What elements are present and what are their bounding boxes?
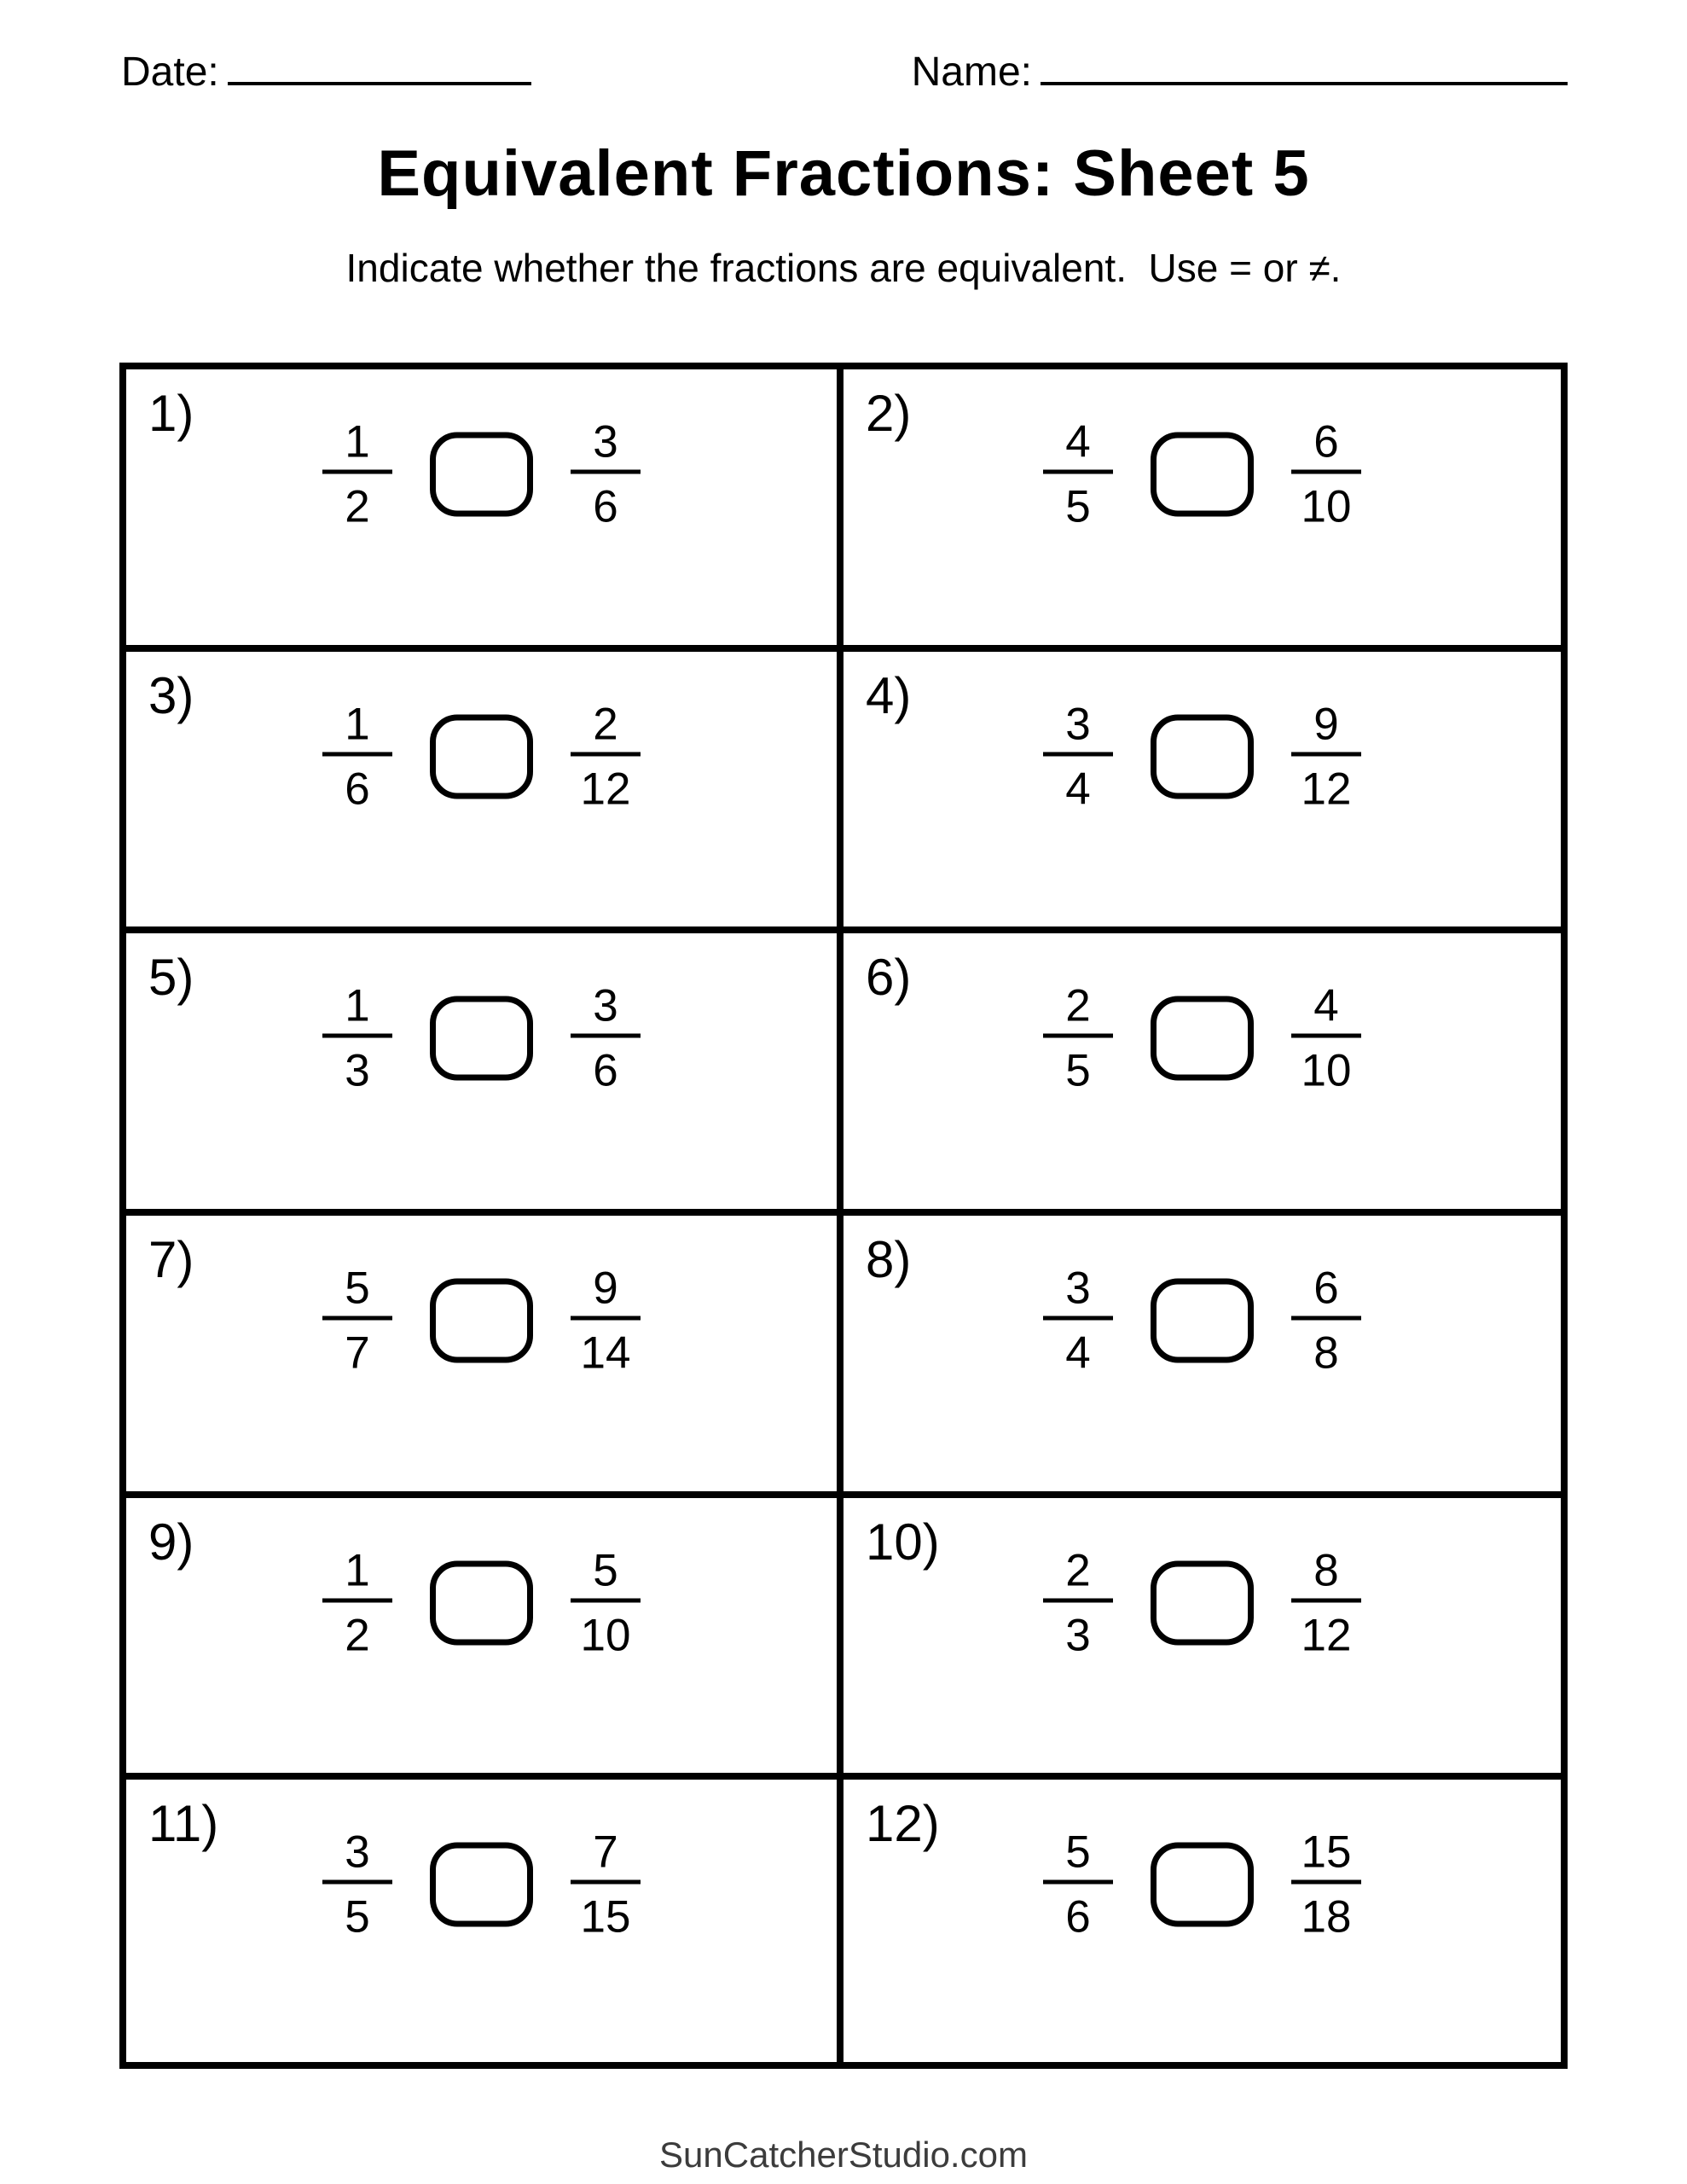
- left-fraction-numerator: 5: [322, 1265, 392, 1320]
- right-fraction: [1291, 416, 1361, 532]
- problem-number: 6): [866, 949, 912, 1007]
- left-fraction-numerator: 1: [322, 701, 392, 756]
- problem-row: [844, 1827, 1561, 1943]
- right-fraction-numerator: 3: [571, 420, 641, 474]
- page-title: Equivalent Fractions: Sheet 5: [377, 137, 1310, 210]
- date-field-group: [121, 38, 531, 96]
- right-fraction-denominator: 18: [1301, 1891, 1352, 1943]
- right-fraction-numerator: 4: [1291, 984, 1361, 1038]
- left-fraction-denominator: 7: [345, 1327, 370, 1379]
- right-fraction-denominator: 12: [1301, 1610, 1352, 1661]
- header-row: [121, 38, 1568, 96]
- problem-number: 4): [866, 666, 912, 724]
- problem-cell: [844, 1216, 1561, 1498]
- left-fraction: [322, 416, 392, 532]
- left-fraction-denominator: 2: [345, 481, 370, 532]
- right-fraction: [1291, 1827, 1361, 1943]
- right-fraction-denominator: 12: [580, 764, 631, 815]
- left-fraction-denominator: 4: [1065, 764, 1091, 815]
- problem-number: 2): [866, 385, 912, 442]
- answer-box[interactable]: [430, 1560, 533, 1645]
- right-fraction-denominator: 10: [580, 1610, 631, 1661]
- right-fraction-numerator: 15: [1291, 1830, 1361, 1885]
- problem-row: [844, 416, 1561, 532]
- answer-box[interactable]: [430, 1278, 533, 1362]
- left-fraction: [1043, 416, 1113, 532]
- right-fraction-denominator: 10: [1301, 481, 1352, 532]
- left-fraction-denominator: 5: [345, 1891, 370, 1943]
- left-fraction-denominator: 5: [1065, 481, 1091, 532]
- problem-number: 12): [866, 1795, 940, 1853]
- left-fraction-denominator: 6: [1065, 1891, 1091, 1943]
- answer-box[interactable]: [1151, 433, 1254, 517]
- problem-cell: [126, 1780, 844, 2062]
- right-fraction-denominator: 8: [1313, 1327, 1339, 1379]
- right-fraction-denominator: 12: [1301, 764, 1352, 815]
- right-fraction: [571, 1827, 641, 1943]
- problem-number: 5): [148, 949, 194, 1007]
- problem-cell: [126, 933, 844, 1216]
- problem-row: [126, 699, 837, 815]
- right-fraction: [1291, 1545, 1361, 1661]
- right-fraction-numerator: 6: [1291, 1265, 1361, 1320]
- right-fraction-numerator: 3: [571, 984, 641, 1038]
- problems-grid: [119, 363, 1568, 2069]
- answer-box[interactable]: [1151, 1843, 1254, 1927]
- problem-row: [126, 1827, 837, 1943]
- left-fraction-denominator: 4: [1065, 1327, 1091, 1379]
- left-fraction: [322, 1827, 392, 1943]
- right-fraction-denominator: 14: [580, 1327, 631, 1379]
- right-fraction: [571, 1545, 641, 1661]
- left-fraction: [1043, 1827, 1113, 1943]
- left-fraction: [1043, 980, 1113, 1096]
- left-fraction-denominator: 5: [1065, 1045, 1091, 1096]
- left-fraction: [1043, 1545, 1113, 1661]
- right-fraction: [571, 1263, 641, 1379]
- left-fraction-numerator: 3: [1043, 701, 1113, 756]
- left-fraction: [322, 1263, 392, 1379]
- left-fraction-numerator: 1: [322, 420, 392, 474]
- instructions-text: Indicate whether the fractions are equivalent. Use = or ≠.: [345, 246, 1342, 290]
- answer-box[interactable]: [1151, 1560, 1254, 1645]
- problem-cell: [844, 1780, 1561, 2062]
- problem-cell: [844, 1498, 1561, 1780]
- left-fraction: [1043, 699, 1113, 815]
- right-fraction: [1291, 980, 1361, 1096]
- right-fraction-denominator: 6: [593, 481, 618, 532]
- left-fraction-denominator: 3: [1065, 1610, 1091, 1661]
- right-fraction: [571, 980, 641, 1096]
- left-fraction-denominator: 6: [345, 764, 370, 815]
- right-fraction: [571, 416, 641, 532]
- right-fraction-numerator: 5: [571, 1548, 641, 1602]
- left-fraction: [322, 980, 392, 1096]
- problem-number: 3): [148, 666, 194, 724]
- right-fraction: [1291, 699, 1361, 815]
- problem-cell: [844, 933, 1561, 1216]
- problem-row: [126, 1545, 837, 1661]
- right-fraction-denominator: 10: [1301, 1045, 1352, 1096]
- right-fraction-numerator: 2: [571, 701, 641, 756]
- name-field-group: [912, 38, 1568, 96]
- date-label: Date:: [121, 49, 219, 95]
- right-fraction: [1291, 1263, 1361, 1379]
- problem-cell: [126, 652, 844, 934]
- left-fraction-numerator: 3: [322, 1830, 392, 1885]
- problem-number: 1): [148, 385, 194, 442]
- answer-box[interactable]: [1151, 714, 1254, 799]
- left-fraction-denominator: 2: [345, 1610, 370, 1661]
- left-fraction-numerator: 5: [1043, 1830, 1113, 1885]
- problem-number: 9): [148, 1513, 194, 1571]
- left-fraction-numerator: 1: [322, 984, 392, 1038]
- problem-cell: [126, 1498, 844, 1780]
- left-fraction: [1043, 1263, 1113, 1379]
- problem-number: 8): [866, 1230, 912, 1288]
- left-fraction-numerator: 1: [322, 1548, 392, 1602]
- left-fraction: [322, 1545, 392, 1661]
- problem-number: 7): [148, 1230, 194, 1288]
- problem-row: [126, 416, 837, 532]
- problem-number: 11): [148, 1795, 219, 1853]
- problem-cell: [844, 652, 1561, 934]
- answer-box[interactable]: [430, 1843, 533, 1927]
- right-fraction: [571, 699, 641, 815]
- left-fraction-numerator: 4: [1043, 420, 1113, 474]
- problem-number: 10): [866, 1513, 940, 1571]
- problem-row: [126, 1263, 837, 1379]
- answer-box[interactable]: [1151, 996, 1254, 1081]
- left-fraction: [322, 699, 392, 815]
- name-write-line[interactable]: [1041, 38, 1568, 85]
- left-fraction-denominator: 3: [345, 1045, 370, 1096]
- problem-row: [844, 699, 1561, 815]
- problem-cell: [126, 1216, 844, 1498]
- name-label: Name:: [911, 49, 1032, 95]
- answer-box[interactable]: [430, 714, 533, 799]
- problem-row: [844, 980, 1561, 1096]
- problem-cell: [844, 369, 1561, 652]
- problem-row: [844, 1263, 1561, 1379]
- left-fraction-numerator: 2: [1043, 984, 1113, 1038]
- right-fraction-numerator: 7: [571, 1830, 641, 1885]
- answer-box[interactable]: [430, 433, 533, 517]
- right-fraction-numerator: 9: [571, 1265, 641, 1320]
- problem-row: [126, 980, 837, 1096]
- problem-cell: [126, 369, 844, 652]
- right-fraction-numerator: 6: [1291, 420, 1361, 474]
- left-fraction-numerator: 3: [1043, 1265, 1113, 1320]
- left-fraction-numerator: 2: [1043, 1548, 1113, 1602]
- right-fraction-numerator: 9: [1291, 701, 1361, 756]
- footer-site-credit: SunCatcherStudio.com: [659, 2135, 1028, 2175]
- problem-row: [844, 1545, 1561, 1661]
- date-write-line[interactable]: [228, 38, 531, 85]
- right-fraction-numerator: 8: [1291, 1548, 1361, 1602]
- right-fraction-denominator: 6: [593, 1045, 618, 1096]
- answer-box[interactable]: [430, 996, 533, 1081]
- right-fraction-denominator: 15: [580, 1891, 631, 1943]
- answer-box[interactable]: [1151, 1278, 1254, 1362]
